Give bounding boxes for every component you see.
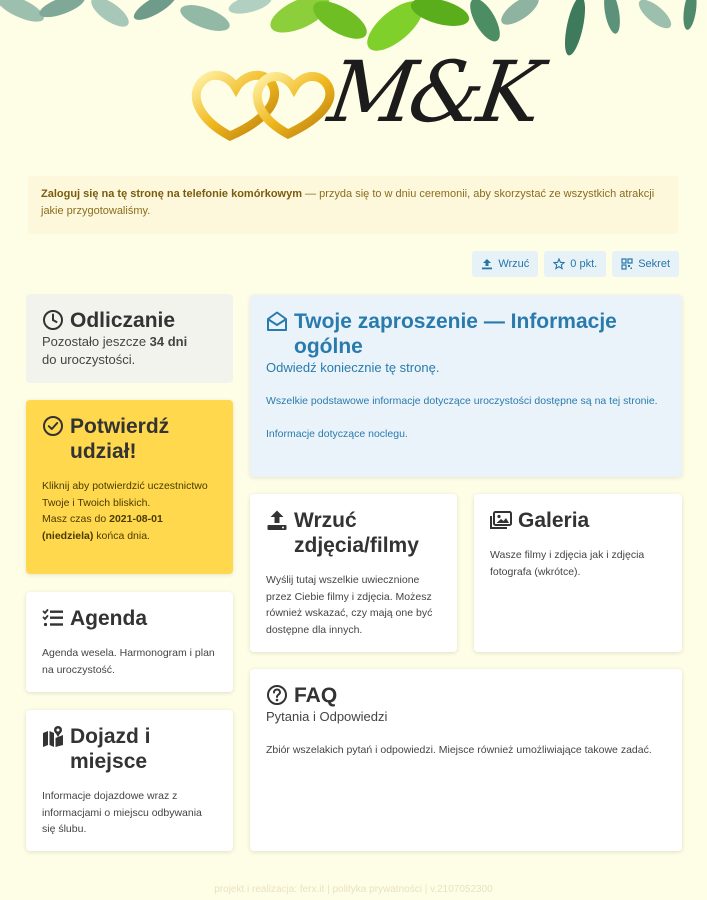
clock-icon xyxy=(42,309,64,331)
question-circle-icon xyxy=(266,684,288,706)
upload-photos-card[interactable] xyxy=(250,494,457,652)
monogram: M&K xyxy=(323,43,543,141)
accommodation-text[interactable]: Informacje dotyczące noclegu. xyxy=(266,427,408,440)
confirm-attendance-card[interactable] xyxy=(26,400,233,574)
agenda-title: Agenda xyxy=(42,606,217,631)
images-icon xyxy=(490,509,512,531)
secret-button[interactable] xyxy=(612,251,679,277)
travel-title: Dojazd i miejsce xyxy=(42,724,217,774)
mobile-login-notice xyxy=(28,176,678,234)
faq-title: FAQ xyxy=(266,683,666,708)
upload-icon xyxy=(481,258,493,270)
gallery-card[interactable] xyxy=(474,494,682,652)
travel-text: Informacje dojazdowe wraz z informacjami o miejscu odbywania się ślubu. xyxy=(42,790,202,835)
list-check-icon xyxy=(42,607,64,629)
footer: projekt i realizacja: ferx.it | polityka prywatności | v.2107052300 xyxy=(214,884,493,895)
wedding-rings-icon xyxy=(186,62,341,144)
envelope-open-icon xyxy=(266,310,288,332)
upload-text: Wyślij tutaj wszelkie uwiecznione przez Ciebie filmy i zdjęcia. Możesz również wskazać, czy mają one być dostępne dla innych. xyxy=(266,574,433,636)
faq-card[interactable] xyxy=(250,669,682,851)
upload-button-label: Wrzuć xyxy=(498,258,530,270)
confirm-deadline: 2021-08-01 (niedziela) xyxy=(42,513,163,542)
toolbar xyxy=(472,251,679,277)
points-button-label: 0 pkt. xyxy=(570,258,598,270)
upload-button[interactable] xyxy=(472,251,538,277)
header xyxy=(0,0,707,160)
invitation-title: Twoje zaproszenie — Informacje ogólne xyxy=(266,309,666,359)
faq-subtitle: Pytania i Odpowiedzi xyxy=(266,709,388,724)
invitation-card[interactable] xyxy=(250,295,682,477)
invitation-subtitle: Odwiedź koniecznie tę stronę. xyxy=(266,360,440,375)
gallery-text: Wasze filmy i zdjęcia jak i zdjęcia fotografa (wkrótce). xyxy=(490,549,645,578)
map-location-icon xyxy=(42,725,64,747)
points-button[interactable] xyxy=(544,251,606,277)
countdown-text: Pozostało jeszcze 34 dni do uroczystości. xyxy=(42,334,188,367)
notice-strong: Zaloguj się na tę stronę na telefonie komórkowym xyxy=(41,188,303,200)
countdown-title: Odliczanie xyxy=(42,308,217,333)
secret-button-label: Sekret xyxy=(638,258,670,270)
qr-code-icon xyxy=(621,258,633,270)
agenda-text: Agenda wesela. Harmonogram i plan na uroczystość. xyxy=(42,647,215,676)
confirm-text: Kliknij aby potwierdzić uczestnictwo Twoje i Twoich bliskich. Masz czas do 2021-08-01 (niedziela) końca dnia. xyxy=(42,480,208,542)
star-icon xyxy=(553,258,565,270)
invitation-text: Wszelkie podstawowe informacje dotyczące uroczystości dostępne są na tej stronie. xyxy=(266,395,658,407)
countdown-card xyxy=(26,294,233,383)
confirm-title: Potwierdź udział! xyxy=(42,414,217,464)
countdown-days: 34 dni xyxy=(149,334,188,349)
agenda-card[interactable] xyxy=(26,592,233,692)
gallery-title: Galeria xyxy=(490,508,666,533)
notice-text: — przyda się to w dniu ceremonii, aby skorzystać ze wszystkich atrakcji jakie przygotowaliśmy. xyxy=(41,188,655,217)
check-circle-icon xyxy=(42,415,64,437)
upload-icon xyxy=(266,509,288,531)
faq-text: Zbiór wszelakich pytań i odpowiedzi. Miejsce również umożliwiające takowe zadać. xyxy=(266,744,652,756)
travel-card[interactable] xyxy=(26,710,233,851)
upload-title: Wrzuć zdjęcia/filmy xyxy=(266,508,441,558)
